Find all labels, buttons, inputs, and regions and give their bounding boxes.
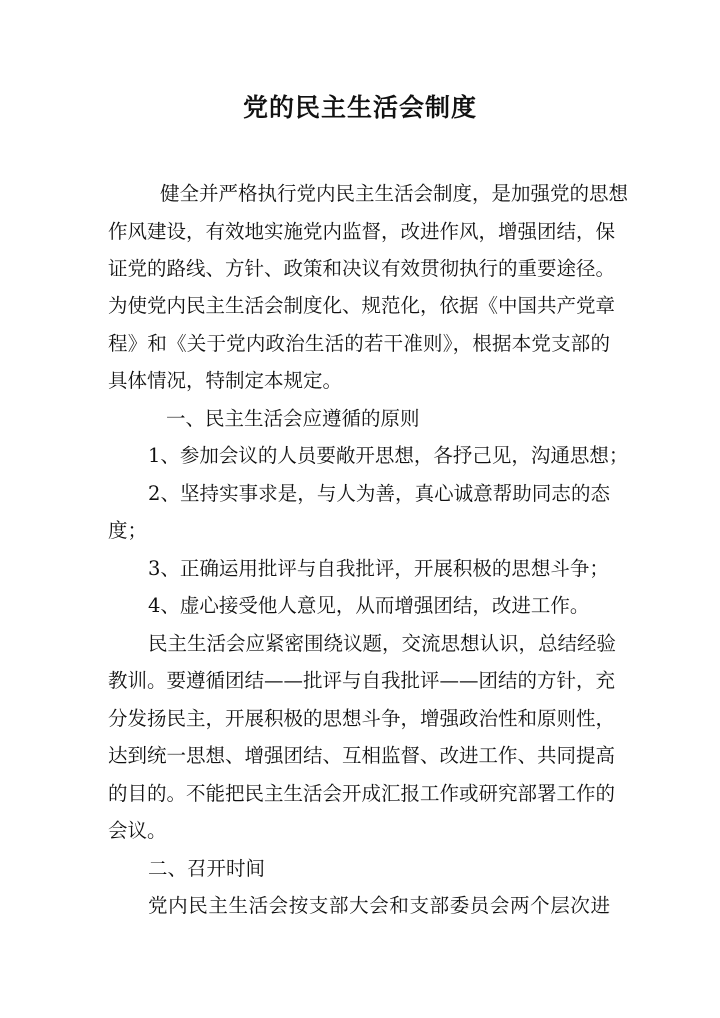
paragraph-line: 程》和《关于党内政治生活的若干准则》，根据本党支部的 (108, 332, 610, 355)
paragraph-line: 分发扬民主，开展积极的思想斗争，增强政治性和原则性， (108, 707, 616, 730)
section-heading: 一、民主生活会应遵循的原则 (166, 407, 420, 430)
section-heading: 二、召开时间 (148, 857, 266, 880)
paragraph-line: 党内民主生活会按支部大会和支部委员会两个层次进 (148, 894, 610, 917)
paragraph-line: 具体情况，特制定本规定。 (108, 369, 343, 392)
list-item-continuation: 度； (108, 519, 148, 542)
paragraph-line: 教训。要遵循团结——批评与自我批评——团结的方针，充 (108, 669, 616, 692)
paragraph-line: 会议。 (108, 819, 167, 842)
paragraph-line: 达到统一思想、增强团结、互相监督、改进工作、共同提高 (108, 744, 616, 767)
list-item: 3、正确运用批评与自我批评，开展积极的思想斗争； (148, 557, 609, 580)
list-item: 1、参加会议的人员要敞开思想，各抒己见，沟通思想； (148, 444, 629, 467)
paragraph-line: 民主生活会应紧密围绕议题，交流思想认识，总结经验 (148, 632, 617, 655)
list-item: 4、虚心接受他人意见，从而增强团结，改进工作。 (148, 594, 590, 617)
paragraph-line: 的目的。不能把民主生活会开成汇报工作或研究部署工作的 (108, 782, 616, 805)
paragraph-line: 证党的路线、方针、政策和决议有效贯彻执行的重要途径。 (108, 257, 616, 280)
paragraph-line: 健全并严格执行党内民主生活会制度，是加强党的思想 (160, 182, 629, 205)
list-item: 2、坚持实事求是，与人为善，真心诚意帮助同志的态 (148, 482, 610, 505)
paragraph-line: 作风建设，有效地实施党内监督，改进作风，增强团结，保 (108, 220, 616, 243)
document-title: 党的民主生活会制度 (242, 93, 477, 122)
paragraph-line: 为使党内民主生活会制度化、规范化，依据《中国共产党章 (108, 294, 616, 317)
